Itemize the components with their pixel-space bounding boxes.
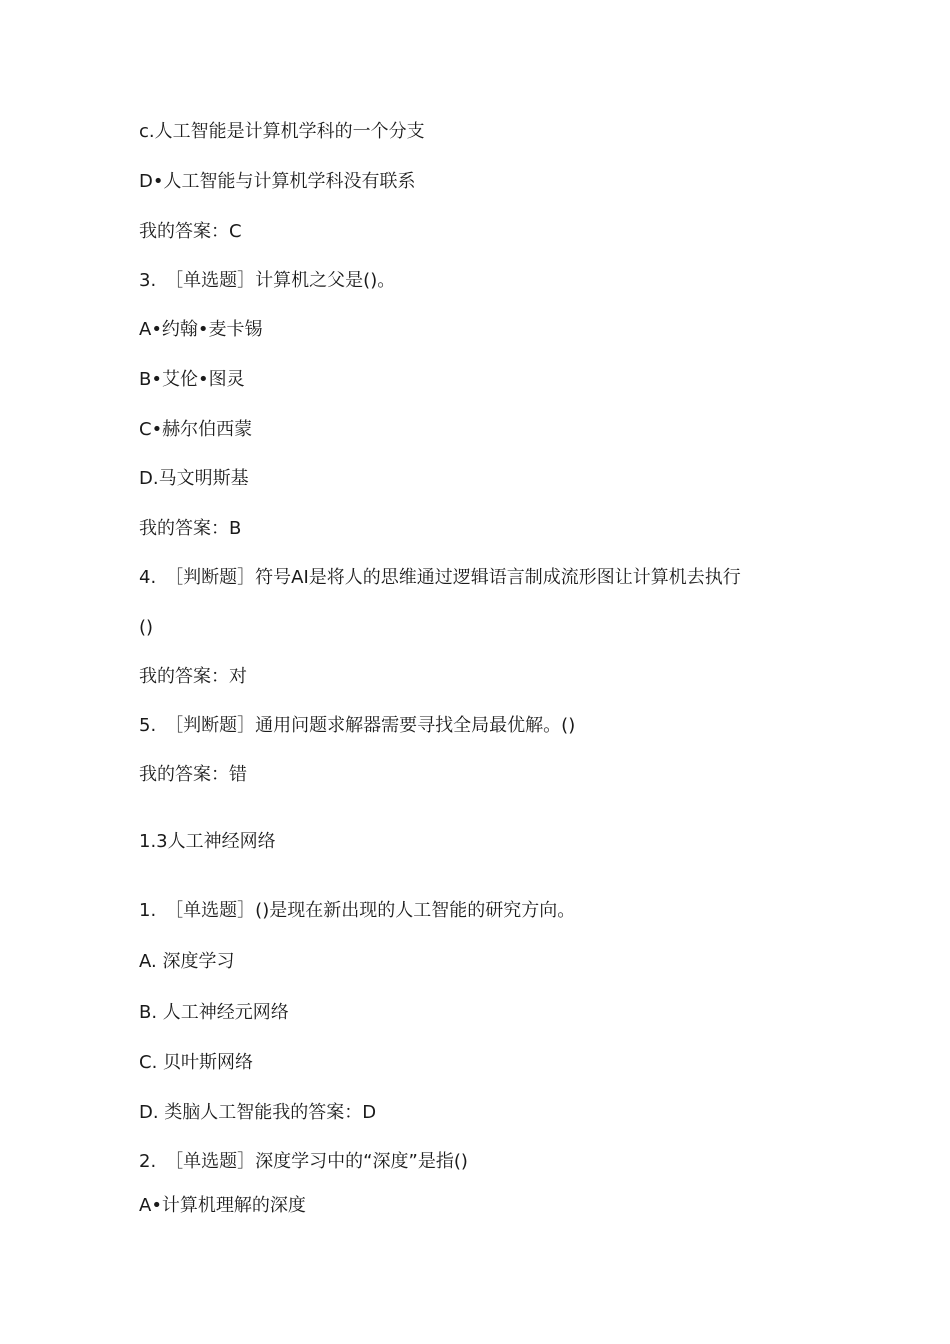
answer-line: 我的答案：错 — [139, 764, 247, 785]
option-c-line: C. 贝叶斯网络 — [139, 1052, 254, 1073]
answer-line: 我的答案：C — [139, 221, 242, 242]
option-d-line: D•人工智能与计算机学科没有联系 — [139, 171, 416, 192]
question-line: 1. ［单选题］()是现在新出现的人工智能的研究方向。 — [139, 900, 576, 921]
option-b-line: B•艾伦•图灵 — [139, 369, 245, 390]
option-d-line: D.马文明斯基 — [139, 468, 249, 489]
option-d-line: D. 类脑人工智能我的答案：D — [139, 1102, 377, 1123]
option-a-line: A•计算机理解的深度 — [139, 1195, 306, 1216]
question-continuation-line: () — [139, 617, 154, 638]
option-b-line: B. 人工神经元网络 — [139, 1002, 289, 1023]
question-line: 2. ［单选题］深度学习中的“深度”是指() — [139, 1151, 468, 1172]
question-line: 5. ［判断题］通用问题求解器需要寻找全局最优解。() — [139, 715, 576, 736]
question-line: 4. ［判断题］符号AI是将人的思维通过逻辑语言制成流形图让计算机去执行 — [139, 567, 741, 588]
option-a-line: A. 深度学习 — [139, 951, 235, 972]
section-heading: 1.3人工神经网络 — [139, 831, 276, 852]
option-c-line: C•赫尔伯西蒙 — [139, 419, 253, 440]
option-c-line: c.人工智能是计算机学科的一个分支 — [139, 121, 425, 142]
option-a-line: A•约翰•麦卡锡 — [139, 319, 263, 340]
answer-line: 我的答案：对 — [139, 666, 247, 687]
answer-line: 我的答案：B — [139, 518, 242, 539]
question-line: 3. ［单选题］计算机之父是()。 — [139, 270, 396, 291]
